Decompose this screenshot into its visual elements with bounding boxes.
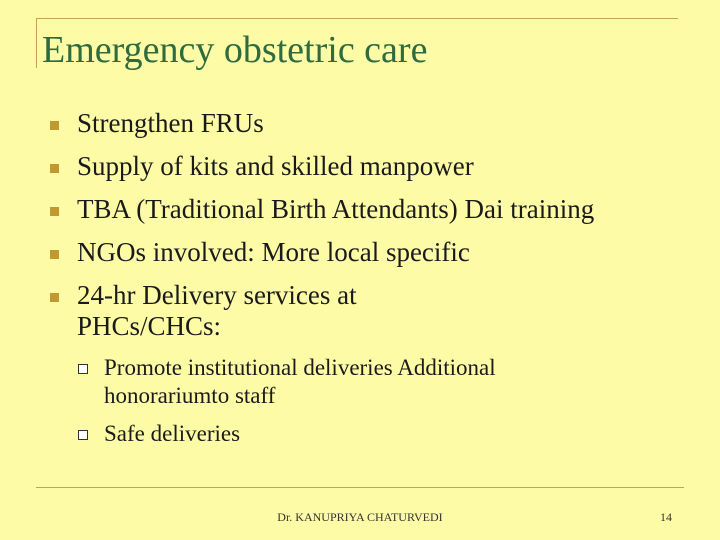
bullet-list [50,108,690,458]
bullet-item [50,151,690,182]
bullet-item [50,280,690,342]
sub-bullet-item [78,420,690,448]
square-bullet-icon [50,207,59,216]
sub-bullet-item [78,354,690,410]
bullet-text: Strengthen FRUs [77,108,264,138]
bullet-text: 24-hr Delivery services at PHCs/CHCs: [77,280,357,341]
square-bullet-icon [50,164,59,173]
square-bullet-icon [50,121,59,130]
hollow-square-bullet-icon [78,364,88,374]
bullet-text: TBA (Traditional Birth Attendants) Dai training [77,194,595,224]
square-bullet-icon [50,293,59,302]
bullet-item [50,194,690,225]
hollow-square-bullet-icon [78,430,88,440]
title-rule-left [36,18,37,68]
bullet-item [50,237,690,268]
slide-title: Emergency obstetric care [42,29,428,71]
sub-bullet-text: Promote institutional deliveries Additional honorariumto staff [104,355,496,408]
bullet-text: NGOs involved: More local specific [77,237,470,267]
footer-rule [36,487,684,488]
bullet-text: Supply of kits and skilled manpower [77,151,474,181]
bullet-item [50,108,690,139]
sub-bullet-text: Safe deliveries [104,421,241,446]
title-rule-top [36,18,678,19]
footer-author: Dr. KANUPRIYA CHATURVEDI [277,510,443,524]
page-number: 14 [660,510,672,524]
square-bullet-icon [50,250,59,259]
